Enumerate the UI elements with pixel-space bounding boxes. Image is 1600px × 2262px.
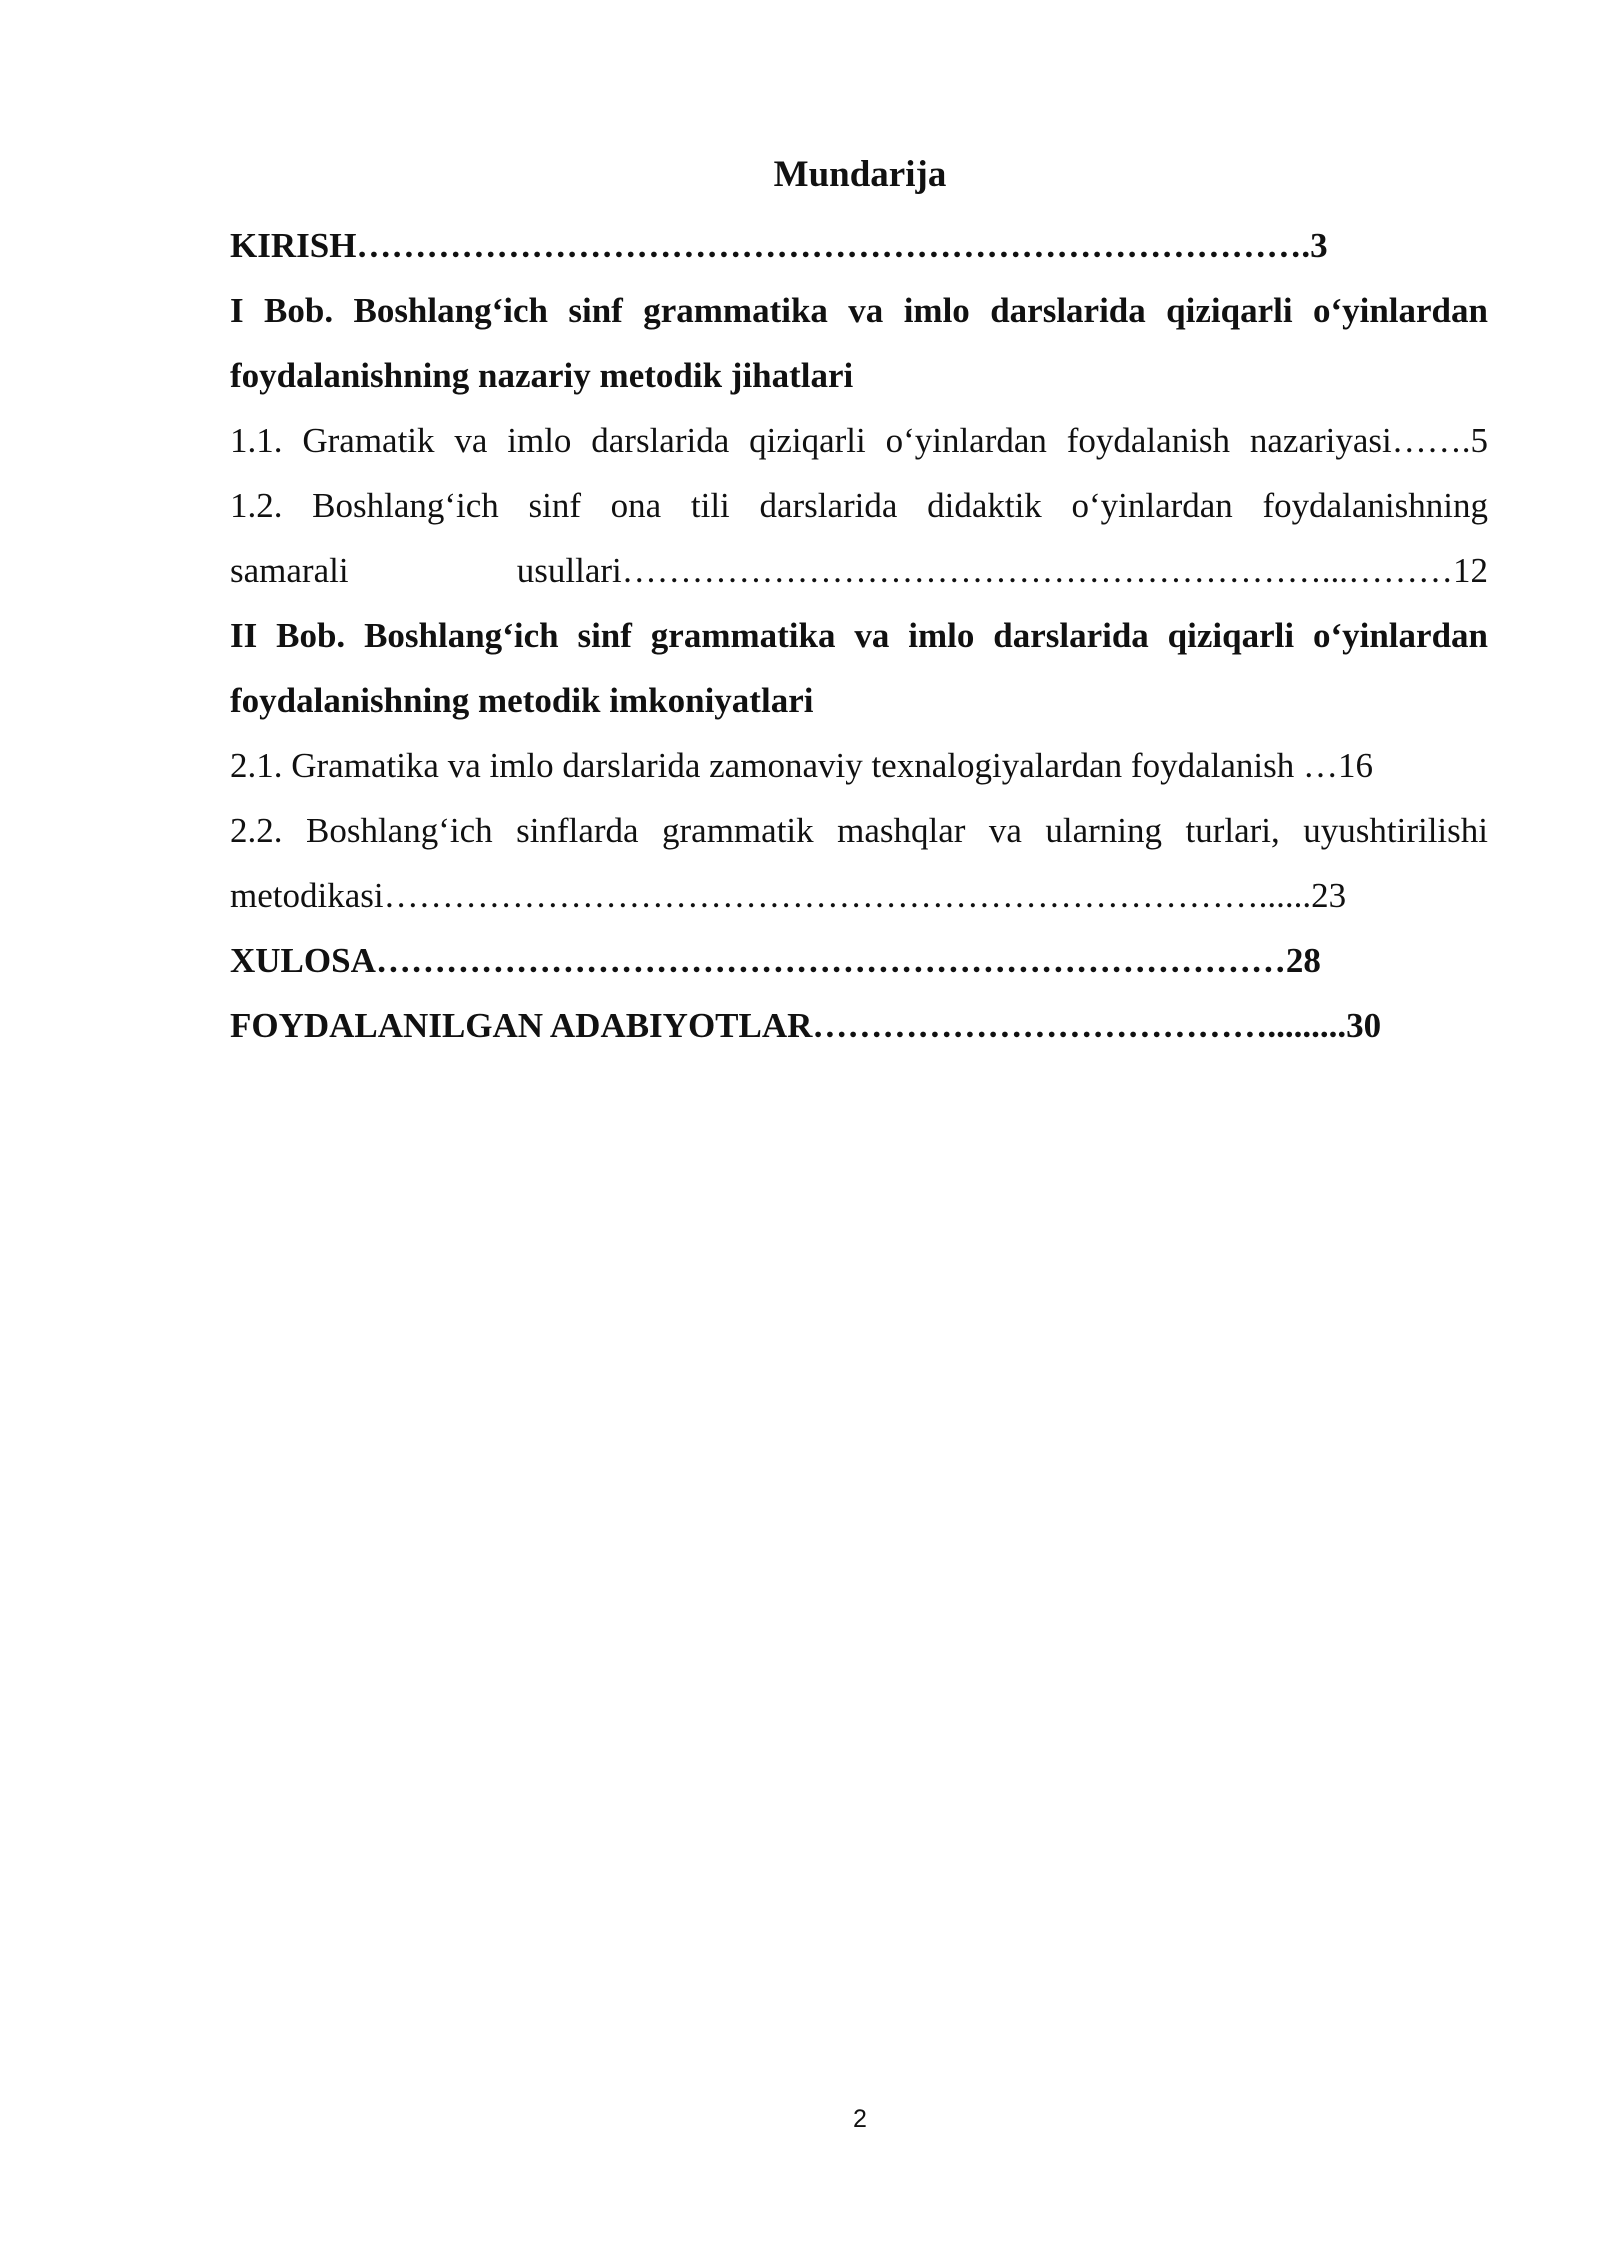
toc-section-2-1[interactable]: 2.1. Gramatika va imlo darslarida zamonaviy texnalogiyalardan foydalanish …16 (230, 746, 1373, 785)
toc-section-2-2-continued[interactable]: metodikasi…………………………………………………………………......23 (230, 876, 1347, 915)
toc-chapter-1-heading-continued[interactable]: foydalanishning nazariy metodik jihatlari (230, 356, 854, 395)
toc-chapter-2-heading[interactable]: II Bob. Boshlang‘ich sinf grammatika va imlo darslarida qiziqarli o‘yinlardan (230, 616, 1488, 655)
toc-section-1-1[interactable]: 1.1. Gramatik va imlo darslarida qiziqarli o‘yinlardan foydalanish nazariyasi…….5 (230, 421, 1488, 460)
toc-section-2-2[interactable]: 2.2. Boshlang‘ich sinflarda grammatik mashqlar va ularning turlari, uyushtirilishi (230, 811, 1488, 850)
toc-section-1-2-continued[interactable]: samarali usullari……………………………………………………...………12 (230, 551, 1488, 590)
toc-entry-references[interactable]: FOYDALANILGAN ADABIYOTLAR………………………………….........30 (230, 1006, 1382, 1045)
toc-section-1-2[interactable]: 1.2. Boshlang‘ich sinf ona tili darslarida didaktik o‘yinlardan foydalanishning (230, 486, 1488, 525)
page-number: 2 (853, 2105, 867, 2133)
toc-chapter-1-heading[interactable]: I Bob. Boshlang‘ich sinf grammatika va imlo darslarida qiziqarli o‘yinlardan (230, 291, 1488, 330)
toc-chapter-2-heading-continued[interactable]: foydalanishning metodik imkoniyatlari (230, 681, 814, 720)
table-of-contents (230, 213, 1488, 1058)
toc-title: Mundarija (773, 154, 947, 195)
toc-entry-introduction[interactable]: KIRISH……………………………………………………………………….3 (230, 226, 1328, 265)
toc-entry-conclusion[interactable]: XULOSA……………………………………………………………………28 (230, 941, 1321, 980)
